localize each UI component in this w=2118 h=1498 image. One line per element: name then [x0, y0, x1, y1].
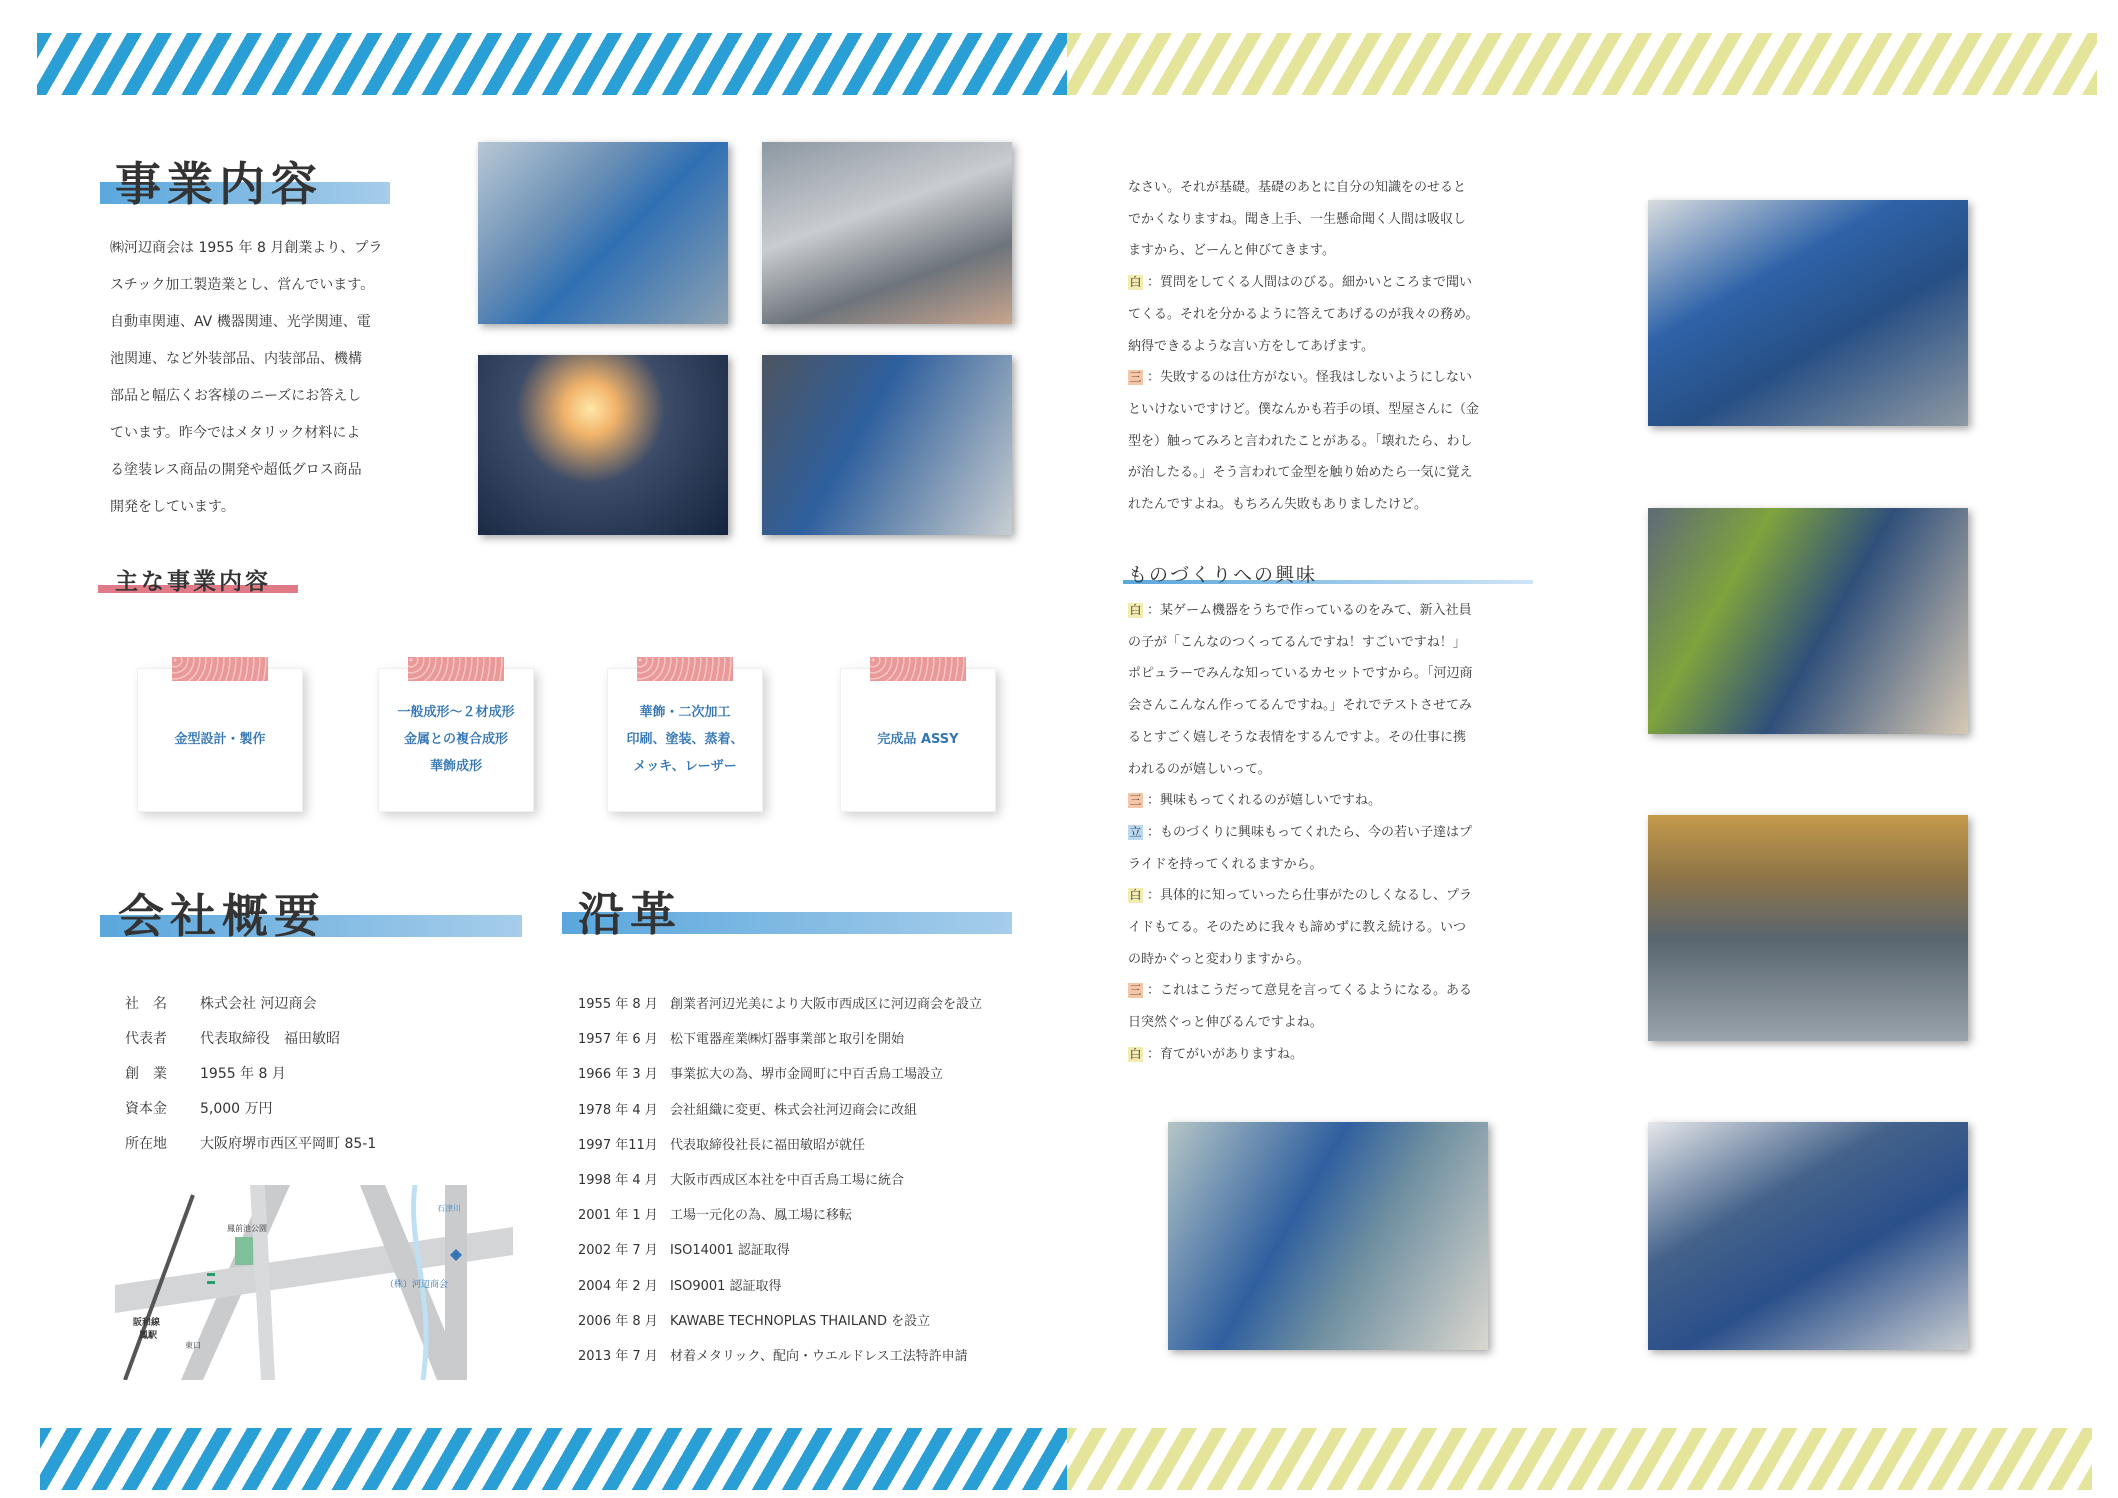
- interview-text: ：ものづくりに興味もってくれたら、今の若い子達はプ: [1147, 824, 1473, 840]
- interview-line: [1128, 299, 1548, 331]
- interview-text: ：某ゲーム機器をうちで作っているのをみて、新入社員: [1147, 603, 1472, 618]
- history-row: [578, 1169, 1038, 1204]
- interview-text: の子が「こんなのつくってるんですね！すごいですね！」: [1128, 634, 1466, 650]
- interview-line: [1128, 658, 1548, 690]
- interview-line: [1128, 1007, 1548, 1039]
- card-text: 華飾・二次加工 印刷、塗装、蒸着、 メッキ、レーザー: [626, 705, 744, 774]
- top-stripe-blue: [37, 33, 1067, 95]
- service-card-assy: [840, 668, 996, 812]
- history-row: [578, 1204, 1038, 1239]
- interview-line: [1128, 690, 1548, 722]
- history-date: 2006 年 8 月: [578, 1313, 658, 1329]
- speaker-mark: 三: [1129, 983, 1142, 998]
- business-intro: [110, 230, 410, 526]
- speaker-mark: 白: [1129, 275, 1142, 290]
- main-business-title: 主な事業内容: [115, 569, 271, 595]
- interview-line: [1128, 267, 1548, 299]
- intro-line: スチック加工製造業とし、営んでいます。: [110, 277, 375, 293]
- interview-text: るとすごく嬉しそうな表情をするんですよ。その仕事に携: [1128, 729, 1467, 745]
- interview-line: [1128, 204, 1548, 236]
- map-label-line: 阪和線: [133, 1318, 161, 1328]
- speaker-mark: 白: [1129, 603, 1142, 617]
- photo-morning-exercise: [1648, 815, 1968, 1041]
- interview-text: ライドを持ってくれるますから。: [1128, 856, 1323, 872]
- map-label-river: 石津川: [437, 1204, 461, 1213]
- service-card-mold: [137, 668, 303, 812]
- history-row: [578, 1063, 1038, 1098]
- interview-text: ：興味もってくれるのが嬉しいですね。: [1147, 793, 1382, 809]
- interview-line: [1128, 331, 1548, 363]
- history-date: 1978 年 4 月: [578, 1102, 658, 1118]
- history-event: 工場一元化の為、鳳工場に移転: [670, 1208, 853, 1224]
- history-row: [578, 1275, 1038, 1310]
- history-table: [578, 993, 1038, 1380]
- interview-line: [1128, 754, 1548, 786]
- photo-staff-seated: [1648, 200, 1968, 426]
- intro-line: 自動車関連、AV 機器関連、光学関連、電: [110, 314, 371, 330]
- card-tape: [408, 657, 504, 681]
- intro-line: 開発をしています。: [110, 499, 235, 515]
- overview-row: [125, 1028, 525, 1063]
- photo-office-monitor: [1648, 508, 1968, 734]
- interview-text: ：質問をしてくる人間はのびる。細かいところまで聞い: [1147, 275, 1473, 291]
- photo-worker-machine: [478, 142, 728, 324]
- interview-text: 納得できるような言い方をしてあげます。: [1128, 338, 1374, 354]
- interview-text: れたんですよね。もちろん失敗もありましたけど。: [1128, 497, 1428, 513]
- card-text: 金型設計・製作: [174, 732, 266, 747]
- interview-text-interest: [1128, 595, 1548, 1071]
- history-date: 1955 年 8 月: [578, 997, 658, 1012]
- history-row: [578, 1028, 1038, 1063]
- interest-title: ものづくりへの興味: [1128, 564, 1318, 586]
- history-event: 松下電器産業㈱灯器事業部と取引を開始: [670, 1032, 905, 1048]
- overview-row: [125, 1133, 525, 1168]
- history-event: 代表取締役社長に福田敏昭が就任: [670, 1137, 866, 1153]
- history-date: 2002 年 7 月: [578, 1243, 658, 1259]
- photo-two-inspectors: [1168, 1122, 1488, 1350]
- intro-line: ㈱河辺商会は 1955 年 8 月創業より、プラ: [110, 240, 383, 256]
- interview-line: [1128, 880, 1548, 912]
- history-date: 1957 年 6 月: [578, 1032, 658, 1048]
- interview-text: の時かぐっと変わりますから。: [1128, 951, 1310, 967]
- interview-line: [1128, 235, 1548, 267]
- interview-text: 型を）触ってみろと言われたことがある。「壊れたら、わし: [1128, 433, 1473, 449]
- history-title: 沿革: [578, 887, 682, 941]
- interview-text: でかくなりますね。聞き上手、一生懸命聞く人間は吸収し: [1128, 211, 1467, 227]
- history-row: [578, 1239, 1038, 1274]
- overview-value: 大阪府堺市西区平岡町 85-1: [200, 1136, 377, 1152]
- interview-line: [1128, 172, 1548, 204]
- speaker-mark: 白: [1129, 1046, 1142, 1061]
- overview-value: 代表取締役 福田敏昭: [200, 1031, 340, 1047]
- overview-value: 株式会社 河辺商会: [200, 996, 317, 1012]
- overview-value: 5,000 万円: [200, 1101, 273, 1117]
- history-event: ISO9001 認証取得: [670, 1278, 782, 1294]
- speaker-mark: 三: [1129, 793, 1142, 808]
- overview-row: [125, 1063, 525, 1098]
- interview-text: ポピュラーでみんな知っているカセットですから。「河辺商: [1128, 666, 1473, 682]
- history-date: 2013 年 7 月: [578, 1348, 658, 1364]
- history-event: 創業者河辺光美により大阪市西成区に河辺商会を設立: [670, 997, 983, 1012]
- map-drawing: [115, 1185, 513, 1380]
- history-event: KAWABE TECHNOPLAS THAILAND を設立: [670, 1313, 931, 1329]
- service-card-finishing: [607, 668, 763, 812]
- intro-line: る塗装レス商品の開発や超低グロス商品: [110, 462, 362, 478]
- top-stripe-yellow: [1067, 33, 2097, 95]
- map-label-exit: 東口: [185, 1341, 201, 1350]
- speaker-mark: 三: [1129, 370, 1142, 385]
- interview-text: われるのが嬉しいって。: [1128, 761, 1271, 777]
- overview-table: [125, 993, 525, 1168]
- overview-label: 資本金: [125, 1101, 167, 1117]
- overview-row: [125, 1098, 525, 1133]
- access-map: [115, 1185, 513, 1380]
- interview-text: ：失敗するのは仕方がない。怪我はしないようにしない: [1147, 370, 1473, 386]
- interview-line: [1128, 362, 1548, 394]
- interview-text: なさい。それが基礎。基礎のあとに自分の知識をのせると: [1128, 180, 1467, 195]
- history-date: 1997 年11月: [578, 1137, 658, 1153]
- card-text: 一般成形～２材成形 金属との複合成形 華飾成形: [397, 705, 515, 774]
- history-date: 1966 年 3 月: [578, 1067, 658, 1083]
- photo-mold-hands: [762, 142, 1012, 324]
- interview-text: 日突然ぐっと伸びるんですよね。: [1128, 1015, 1323, 1031]
- photo-two-workers: [762, 355, 1012, 535]
- bottom-stripe-blue: [40, 1428, 1067, 1490]
- history-event: 大阪市西成区本社を中百舌鳥工場に統合: [670, 1172, 905, 1188]
- service-card-molding: [378, 668, 534, 812]
- card-tape: [637, 657, 733, 681]
- business-title: 事業内容: [115, 157, 323, 211]
- card-text: 完成品 ASSY: [877, 732, 959, 747]
- interview-line: [1128, 912, 1548, 944]
- history-event: 事業拡大の為、堺市金岡町に中百舌鳥工場設立: [670, 1067, 944, 1083]
- overview-label: 所在地: [125, 1136, 167, 1152]
- interview-text: てくる。それを分かるように答えてあげるのが我々の務め。: [1128, 306, 1479, 322]
- history-date: 2001 年 1 月: [578, 1208, 658, 1224]
- interview-text: ：これはこうだって意見を言ってくるようになる。ある: [1147, 983, 1473, 999]
- photo-grinding-sparks: [478, 355, 728, 535]
- interview-line: [1128, 722, 1548, 754]
- map-label-park: 鳳前池公園: [227, 1224, 267, 1233]
- history-date: 2004 年 2 月: [578, 1278, 658, 1294]
- card-tape: [172, 657, 268, 681]
- interview-text: 会さんこんなん作ってるんですね。」それでテストさせてみ: [1128, 698, 1472, 714]
- interview-text: が治したる。」そう言われて金型を触り始めたら一気に覚え: [1128, 465, 1473, 481]
- card-tape: [870, 657, 966, 681]
- speaker-mark: 白: [1129, 888, 1142, 903]
- history-event: ISO14001 認証取得: [670, 1243, 790, 1259]
- history-row: [578, 1345, 1038, 1380]
- overview-label: 代表者: [125, 1031, 167, 1047]
- overview-row: [125, 993, 525, 1028]
- intro-line: 部品と幅広くお客様のニーズにお答えし: [110, 388, 362, 404]
- map-label-company: （株）河辺商会: [385, 1280, 449, 1290]
- interview-text: といけないですけど。僕なんかも若手の頃、型屋さんに（金: [1128, 401, 1480, 417]
- overview-title: 会社概要: [118, 889, 326, 943]
- interview-line: [1128, 394, 1548, 426]
- history-row: [578, 1099, 1038, 1134]
- interview-line: [1128, 785, 1548, 817]
- interview-line: [1128, 849, 1548, 881]
- interview-line: [1128, 426, 1548, 458]
- map-label-station: 鳳駅: [139, 1331, 158, 1341]
- interview-text: ：具体的に知っていったら仕事がたのしくなるし、プラ: [1147, 888, 1473, 904]
- interview-line: [1128, 595, 1548, 627]
- photo-staff-lineup: [1648, 1122, 1968, 1350]
- interview-line: [1128, 627, 1548, 659]
- interview-text: イドもてる。そのために我々も諦めずに教え続ける。いつ: [1128, 920, 1467, 936]
- intro-line: 池関連、など外装部品、内装部品、機構: [110, 351, 362, 367]
- interview-line: [1128, 975, 1548, 1007]
- history-row: [578, 993, 1038, 1028]
- history-row: [578, 1134, 1038, 1169]
- interview-text: ：育てがいがありますね。: [1147, 1046, 1304, 1062]
- bottom-stripe-yellow: [1067, 1428, 2092, 1490]
- overview-label: 創 業: [125, 1066, 167, 1082]
- history-date: 1998 年 4 月: [578, 1172, 658, 1188]
- interview-line: [1128, 457, 1548, 489]
- interview-text-top: [1128, 172, 1548, 521]
- history-event: 材着メタリック、配向・ウエルドレス工法特許申請: [670, 1348, 968, 1364]
- history-row: [578, 1310, 1038, 1345]
- intro-line: ています。昨今ではメタリック材料によ: [110, 425, 361, 441]
- overview-label: 社 名: [125, 996, 167, 1012]
- overview-value: 1955 年 8 月: [200, 1066, 286, 1082]
- interview-line: [1128, 817, 1548, 849]
- history-event: 会社組織に変更、株式会社河辺商会に改組: [670, 1102, 918, 1118]
- interview-line: [1128, 1039, 1548, 1071]
- interview-line: [1128, 944, 1548, 976]
- interview-line: [1128, 489, 1548, 521]
- interview-text: ますから、どーんと伸びてきます。: [1128, 243, 1335, 259]
- speaker-mark: 立: [1129, 824, 1142, 839]
